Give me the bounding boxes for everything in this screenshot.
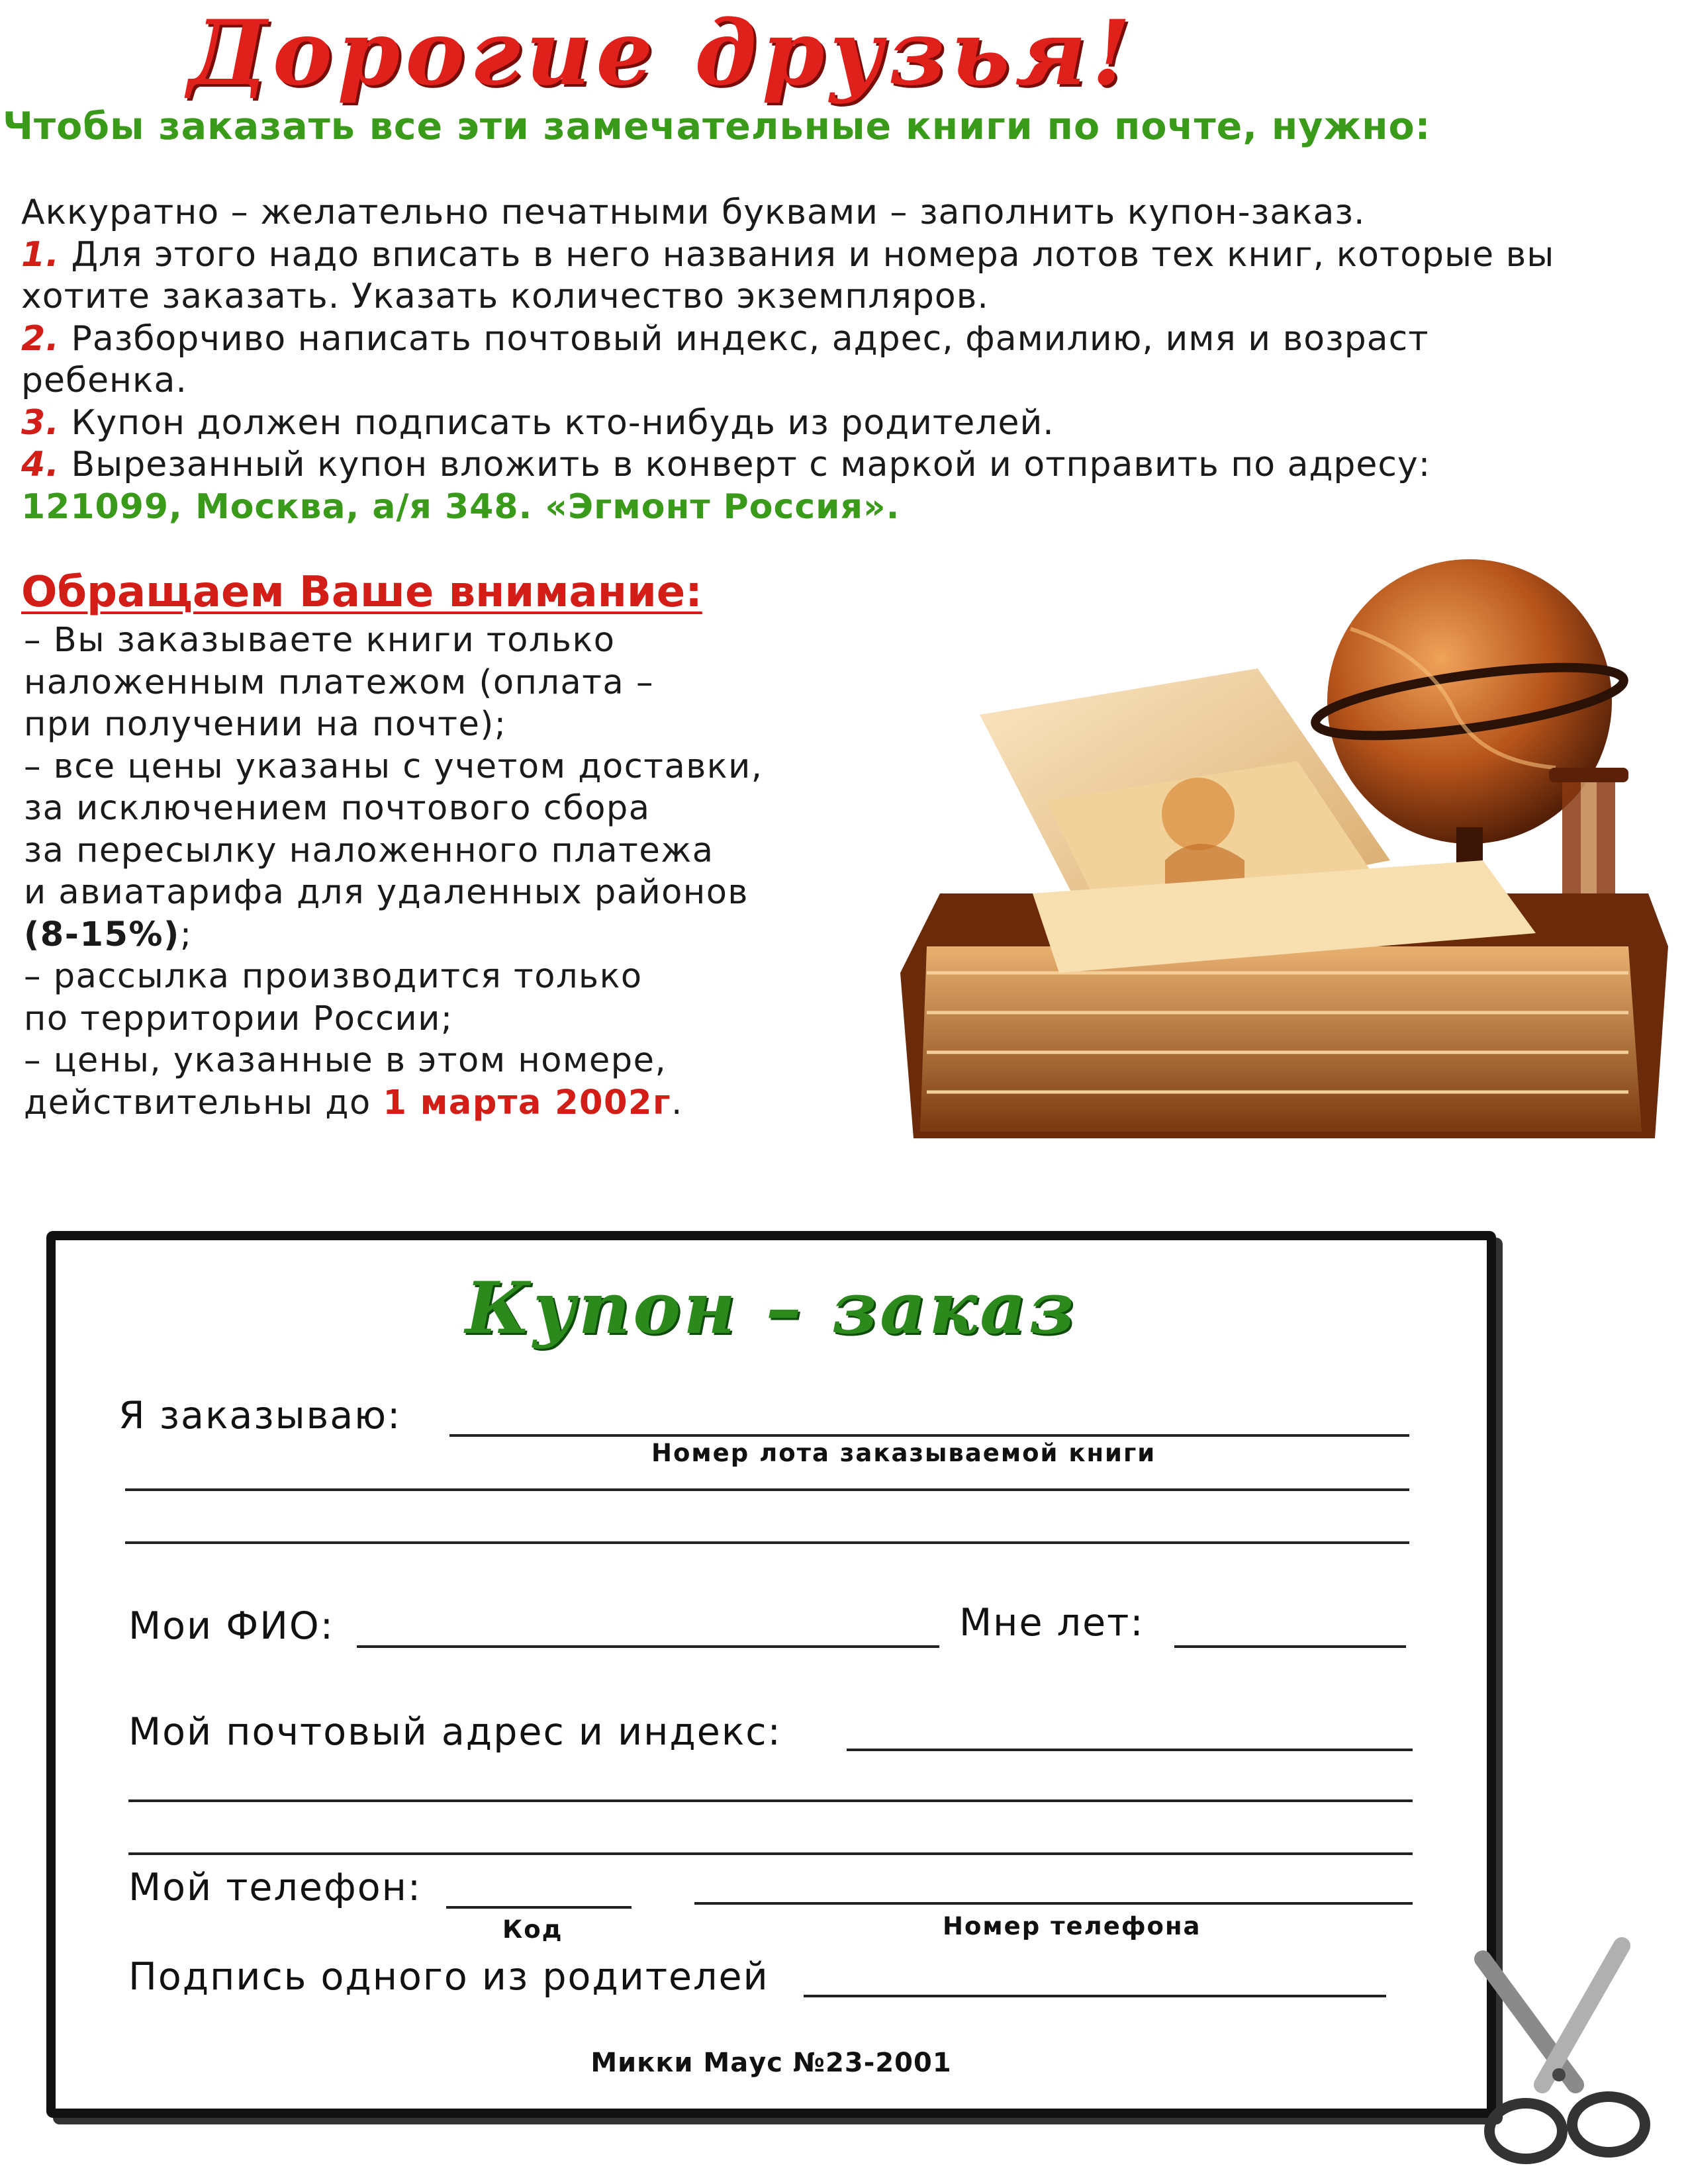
order-coupon [46, 1231, 1496, 2118]
attention-line: за пересылку наложенного платежа [24, 831, 714, 870]
attention-line: за исключением почтового сбора [24, 789, 651, 828]
step-text: Разборчиво написать почтовый индекс, адрес, фамилию, имя и возраст [71, 318, 1429, 359]
step-text: Вырезанный купон вложить в конверт с маркой и отправить по адресу: [71, 445, 1431, 484]
attention-line: – рассылка производится только [24, 957, 643, 996]
instructions-intro: Аккуратно – желательно печатными буквами – заполнить купон-заказ. [21, 193, 1366, 232]
attention-title: Обращаем Ваше внимание: [21, 568, 702, 617]
signature-field[interactable] [804, 1995, 1386, 1997]
percent-suffix: ; [179, 915, 193, 954]
instructions-block [21, 192, 1676, 528]
step-2-line-1 [21, 318, 1676, 361]
signature-label: Подпись одного из родителей [128, 1955, 769, 1999]
step-1-line-1 [21, 234, 1676, 277]
order-field-line-2[interactable] [125, 1488, 1409, 1491]
scissors-icon [1443, 1933, 1662, 2177]
attention-line: – все цены указаны с учетом доставки, [24, 747, 763, 786]
valid-until-line [24, 1082, 898, 1124]
step-number: 1. [21, 234, 60, 275]
order-field-line-3[interactable] [125, 1541, 1409, 1544]
surcharge-percent: (8-15%) [24, 915, 180, 954]
page-subheading: Чтобы заказать все эти замечательные книги по почте, нужно: [3, 105, 1431, 148]
address-field-line-3[interactable] [128, 1852, 1413, 1855]
valid-suffix: . [671, 1083, 683, 1122]
order-hint: Номер лота заказываемой книги [651, 1439, 1156, 1467]
name-label: Мои ФИО: [128, 1604, 334, 1648]
name-field[interactable] [357, 1645, 939, 1648]
step-number: 2. [21, 318, 60, 359]
issue-number: Микки Маус №23-2001 [590, 2048, 952, 2078]
attention-line: – Вы заказываете книги только [24, 621, 616, 660]
phone-hint: Номер телефона [943, 1912, 1201, 1940]
globe-books-hourglass-illustration [887, 549, 1681, 1145]
valid-prefix: действительны до [24, 1083, 383, 1122]
attention-line: – цены, указанные в этом номере, [24, 1041, 667, 1080]
code-hint: Код [502, 1915, 563, 1944]
step-number: 4. [21, 445, 60, 484]
order-label: Я заказываю: [118, 1394, 402, 1437]
age-label: Мне лет: [959, 1601, 1145, 1645]
age-field[interactable] [1174, 1645, 1406, 1648]
attention-line: и авиатарифа для удаленных районов [24, 873, 749, 912]
step-1-line-2: хотите заказать. Указать количество экземпляров. [21, 277, 989, 316]
step-text: Купон должен подписать кто-нибудь из родителей. [71, 402, 1055, 443]
mailing-address: 121099, Москва, а/я 348. «Эгмонт Россия». [21, 486, 900, 527]
step-2-line-2: ребенка. [21, 361, 187, 400]
step-4-line-1 [21, 444, 1676, 486]
step-3-line-1 [21, 402, 1676, 445]
step-text: Для этого надо вписать в него названия и номера лотов тех книг, которые вы [71, 234, 1555, 275]
attention-block [24, 619, 898, 1124]
attention-line: наложенным платежом (оплата – [24, 662, 654, 702]
address-label: Мой почтовый адрес и индекс: [128, 1710, 782, 1754]
attention-line: по территории России; [24, 999, 453, 1038]
phone-number-field[interactable] [694, 1902, 1413, 1905]
phone-label: Мой телефон: [128, 1866, 422, 1909]
phone-code-field[interactable] [446, 1906, 632, 1909]
coupon-title: Купон – заказ [465, 1267, 1078, 1350]
step-number: 3. [21, 402, 60, 443]
page-headline: Дорогие друзья! [187, 0, 1137, 105]
attention-percent-line [24, 914, 898, 956]
address-field[interactable] [847, 1749, 1413, 1751]
valid-date: 1 марта 2002г [383, 1083, 672, 1122]
order-field[interactable] [449, 1434, 1409, 1437]
address-field-line-2[interactable] [128, 1799, 1413, 1802]
attention-line: при получении на почте); [24, 705, 507, 744]
